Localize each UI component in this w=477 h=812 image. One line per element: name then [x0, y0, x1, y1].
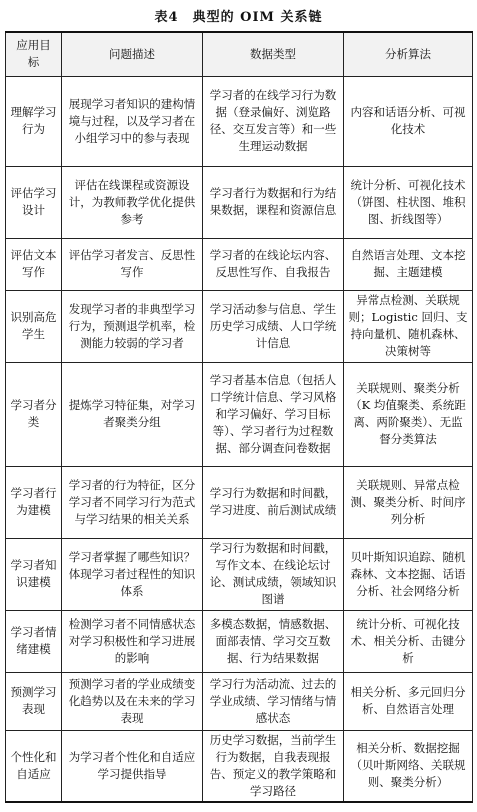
cell-problem: 提炼学习特征集，对学习者聚类分组	[62, 362, 203, 466]
cell-algorithm: 统计分析、可视化技术（饼图、柱状图、堆积图、折线图等）	[344, 166, 473, 238]
cell-datatype: 历史学习数据，当前学生行为数据，自我表现报告、预定义的教学策略和学习路径	[203, 730, 344, 802]
table-row	[6, 290, 473, 362]
cell-goal: 评估文本写作	[6, 238, 62, 290]
cell-problem: 检测学习者不同情感状态对学习积极性和学习进展的影响	[62, 610, 203, 672]
header-row	[6, 32, 473, 76]
cell-algorithm: 相关分析、多元回归分析、自然语言处理	[344, 672, 473, 730]
cell-problem: 发现学习者的非典型学习行为，预测退学机率，检测能力较弱的学习者	[62, 290, 203, 362]
table-row	[6, 672, 473, 730]
cell-datatype: 多模态数据，情感数据、面部表情、学习交互数据、行为结果数据	[203, 610, 344, 672]
header-problem: 问题描述	[62, 32, 203, 76]
oim-relation-table	[5, 31, 473, 803]
cell-datatype: 学习行为数据和时间戳，写作文本、在线论坛讨论、测试成绩，领域知识图谱	[203, 538, 344, 610]
cell-goal: 学习者知识建模	[6, 538, 62, 610]
cell-problem: 评估在线课程或资源设计，为教师教学优化提供参考	[62, 166, 203, 238]
cell-datatype: 学习活动参与信息、学生历史学习成绩、人口学统计信息	[203, 290, 344, 362]
cell-goal: 理解学习行为	[6, 76, 62, 166]
cell-algorithm: 内容和话语分析、可视化技术	[344, 76, 473, 166]
cell-goal: 学习者分类	[6, 362, 62, 466]
table-row	[6, 166, 473, 238]
cell-goal: 预测学习表现	[6, 672, 62, 730]
cell-problem: 学习者掌握了哪些知识？体现学习者过程性的知识体系	[62, 538, 203, 610]
cell-goal: 学习者情绪建模	[6, 610, 62, 672]
cell-goal: 个性化和自适应	[6, 730, 62, 802]
table-row	[6, 538, 473, 610]
cell-goal: 评估学习设计	[6, 166, 62, 238]
table-row	[6, 730, 473, 802]
cell-datatype: 学习者的在线学习行为数据（登录偏好、浏览路径、交互发言等）和一些生理运动数据	[203, 76, 344, 166]
cell-problem: 为学习者个性化和自适应学习提供指导	[62, 730, 203, 802]
cell-goal: 识别高危学生	[6, 290, 62, 362]
cell-datatype: 学习行为数据和时间戳，学习进度、前后测试成绩	[203, 466, 344, 538]
cell-algorithm: 贝叶斯知识追踪、随机森林、文本挖掘、话语分析、社会网络分析	[344, 538, 473, 610]
table-row	[6, 238, 473, 290]
cell-problem: 学习者的行为特征，区分学习者不同学习行为范式与学习结果的相关关系	[62, 466, 203, 538]
cell-datatype: 学习行为活动流、过去的学业成绩、学习情绪与情感状态	[203, 672, 344, 730]
cell-problem: 展现学习者知识的建构情境与过程，以及学习者在小组学习中的参与表现	[62, 76, 203, 166]
cell-algorithm: 自然语言处理、文本挖掘、主题建模	[344, 238, 473, 290]
header-algorithm: 分析算法	[344, 32, 473, 76]
header-datatype: 数据类型	[203, 32, 344, 76]
table-caption: 表4 典型的 OIM 关系链	[154, 10, 323, 25]
cell-datatype: 学习者行为数据和行为结果数据，课程和资源信息	[203, 166, 344, 238]
cell-algorithm: 关联规则、异常点检测、聚类分析、时间序列分析	[344, 466, 473, 538]
cell-problem: 评估学习者发言、反思性写作	[62, 238, 203, 290]
cell-goal: 学习者行为建模	[6, 466, 62, 538]
cell-datatype: 学习者基本信息（包括人口学统计信息、学习风格和学习偏好、学习目标等）、学习者行为过程数据、部分调查问卷数据	[203, 362, 344, 466]
cell-problem: 预测学习者的学业成绩变化趋势以及在未来的学习表现	[62, 672, 203, 730]
header-goal: 应用目标	[6, 32, 62, 76]
table-row	[6, 466, 473, 538]
table-row	[6, 362, 473, 466]
cell-algorithm: 异常点检测、关联规则；Logistic 回归、支持向量机、随机森林、决策树等	[344, 290, 473, 362]
cell-algorithm: 统计分析、可视化技术、相关分析、击键分析	[344, 610, 473, 672]
table-row	[6, 76, 473, 166]
cell-datatype: 学习者的在线论坛内容、反思性写作、自我报告	[203, 238, 344, 290]
cell-algorithm: 关联规则、聚类分析（K 均值聚类、系统距离、两阶聚类）、无监督分类算法	[344, 362, 473, 466]
table-row	[6, 610, 473, 672]
cell-algorithm: 相关分析、数据挖掘（贝叶斯网络、关联规则、聚类分析）	[344, 730, 473, 802]
